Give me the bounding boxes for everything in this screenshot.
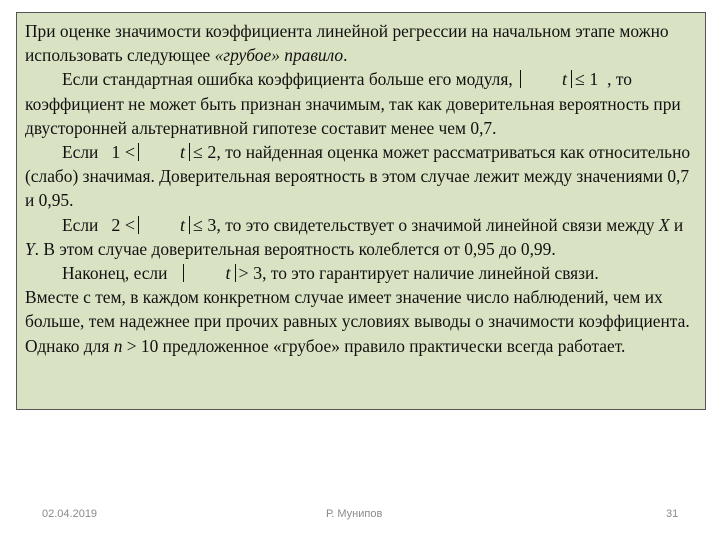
- abs-t: t: [183, 264, 235, 282]
- variable-x: X: [658, 214, 670, 235]
- rule-3-lead: Если: [62, 214, 99, 235]
- formula-abs-t-gt-3: [180, 263, 262, 283]
- abs-t: t: [138, 216, 190, 234]
- rule-2-lead: Если: [62, 142, 99, 163]
- paragraph-rule-1: [25, 67, 697, 140]
- abs-t: t: [520, 70, 572, 88]
- rule-2-text: то найденная оценка может рассматриваться как относительно (слабо) значимая. Доверительная вероятность в этом случае лежит между значениями 0,7 и 0,95.: [25, 142, 691, 211]
- formula-2-lt-abs-t-le-3: [111, 215, 221, 235]
- footer-author: Р. Мунипов: [326, 508, 383, 520]
- footer-date: 02.04.2019: [42, 508, 98, 520]
- conclusion-text-a: Вместе с тем, в каждом конкретном случае имеет значение число наблюдений, чем их больше, тем надежнее при прочих равных условиях выводы о значимости коэффициента. Однако для: [25, 287, 690, 356]
- formula-left: 2 <: [111, 214, 136, 235]
- paragraph-rule-4: [25, 261, 697, 285]
- formula-abs-t-le-1: [517, 69, 598, 89]
- rule-1-lead: Если стандартная ошибка коэффициента больше его модуля,: [62, 69, 513, 90]
- formula-bound: ≤ 1: [575, 69, 599, 90]
- abs-t: t: [138, 143, 190, 161]
- rule-3-text-b: . В этом случае доверительная вероятность колеблется от 0,95 до 0,99.: [34, 238, 556, 259]
- paragraph-rule-2: [25, 140, 697, 213]
- formula-right: ≤ 2,: [193, 142, 221, 163]
- rule-4-lead: Наконец, если: [62, 263, 168, 284]
- rule-1-text: , то коэффициент не может быть признан значимым, так как доверительная вероятность при двусторонней альтернативной гипотезе составит менее чем 0,7.: [25, 69, 681, 138]
- formula-bound: > 3: [238, 263, 263, 284]
- conjunction: и: [669, 214, 684, 235]
- rough-rule-term: «грубое» правило: [214, 45, 344, 66]
- intro-text: При оценке значимости коэффициента линейной регрессии на начальном этапе можно использовать следующее: [25, 21, 669, 66]
- intro-end: .: [343, 45, 348, 66]
- slide-number: 31: [666, 508, 679, 520]
- rule-4-text: , то это гарантирует наличие линейной связи.: [262, 263, 599, 284]
- paragraph-rule-3: [25, 213, 697, 261]
- variable-n: n: [113, 335, 123, 356]
- formula-left: 1 <: [111, 142, 136, 163]
- formula-1-lt-abs-t-le-2: [111, 142, 221, 162]
- conclusion-text-b: > 10 предложенное «грубое» правило практически всегда работает.: [122, 335, 626, 356]
- variable-y: Y: [25, 238, 35, 259]
- paragraph-intro: [25, 19, 697, 67]
- paragraph-conclusion: [25, 285, 697, 358]
- slide-text-box: [16, 12, 706, 410]
- rule-3-text-a: то это свидетельствует о значимой линейной связи между: [220, 214, 659, 235]
- formula-right: ≤ 3,: [193, 214, 221, 235]
